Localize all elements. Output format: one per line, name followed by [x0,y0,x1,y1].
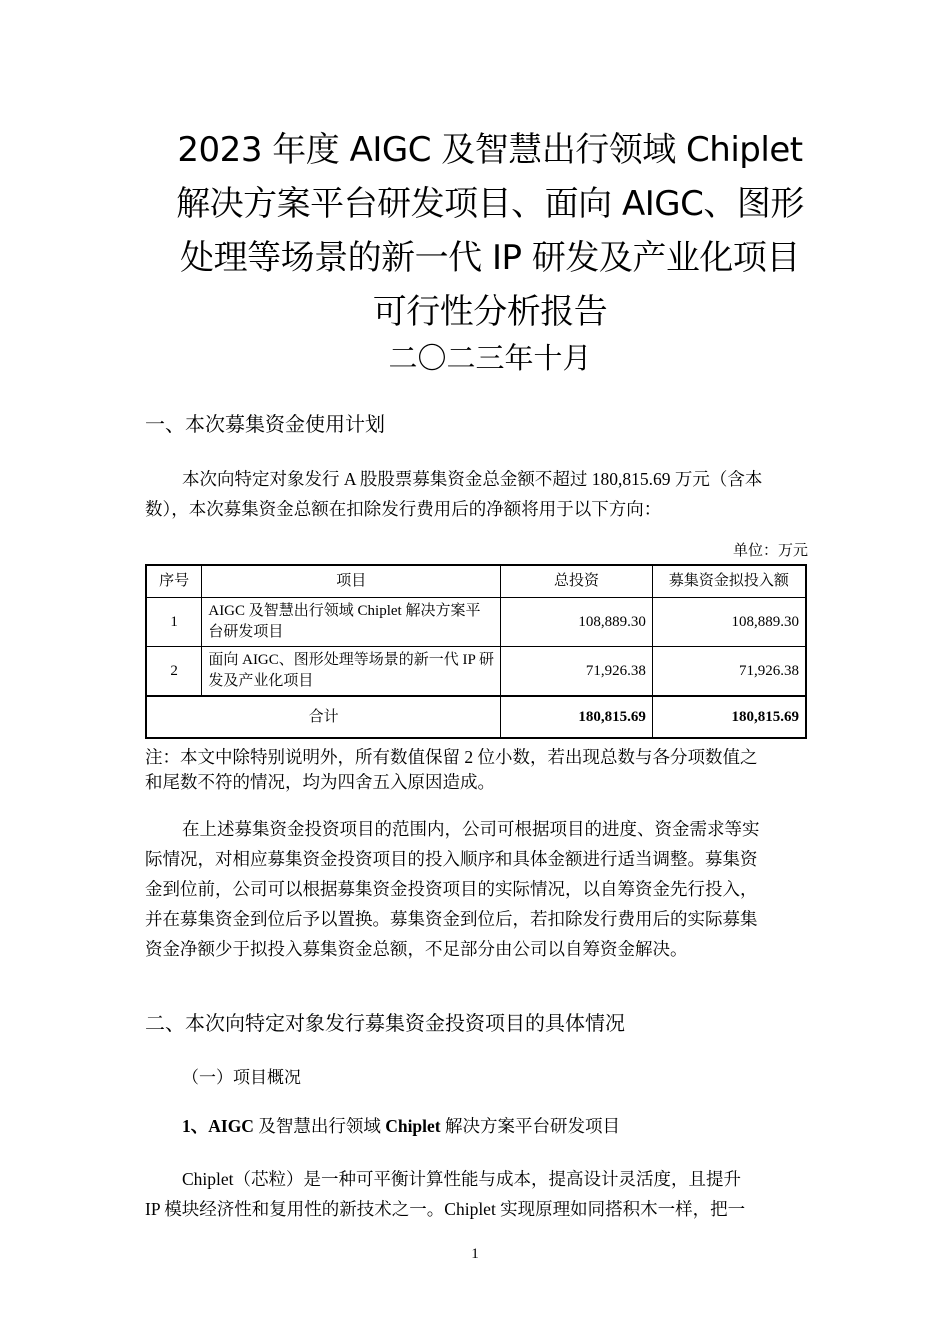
title-line: 2023 年度 AIGC 及智慧出行领域 Chiplet [177,130,803,170]
paragraph-line: 金到位前，公司可以根据募集资金投资项目的实际情况，以自筹资金先行投入， [145,879,758,899]
raised-funds-sum: 180,815.69 [652,696,806,738]
unit-label: 单位：万元 [732,543,808,559]
paragraph-line: 际情况，对相应募集资金投资项目的投入顺序和具体金额进行适当调整。募集资 [145,849,758,869]
row-total-investment: 108,889.30 [501,598,653,647]
row-total-investment: 71,926.38 [501,647,653,697]
item-1-heading [182,1113,620,1139]
row-raised-funds: 71,926.38 [652,647,806,697]
page-number: 1 [471,1246,479,1262]
header-project: 项目 [202,565,501,598]
fund-allocation-table [145,564,807,739]
row-project-name: 面向 AIGC、图形处理等场景的新一代 IP 研发及产业化项目 [202,647,501,697]
row-project-name: AIGC 及智慧出行领域 Chiplet 解决方案平台研发项目 [202,598,501,647]
item-heading-rest: 解决方案平台研发项目 [440,1116,621,1136]
paragraph-line: 本次向特定对象发行 A 股股票募集资金总金额不超过 180,815.69 万元（含本 [182,469,763,489]
title-line: 处理等场景的新一代 IP 研发及产业化项目 [180,238,800,278]
row-seq: 2 [146,647,202,697]
paragraph-line: 在上述募集资金投资项目的范围内，公司可根据项目的进度、资金需求等实 [182,819,760,839]
section-2-heading: 二、本次向特定对象发行募集资金投资项目的具体情况 [145,1011,625,1035]
table-total-row [146,696,806,738]
section-1-intro [145,464,813,524]
section-2-chiplet-paragraph [145,1164,813,1224]
header-total-investment: 总投资 [501,565,653,598]
total-investment-sum: 180,815.69 [501,696,653,738]
table-note [145,745,825,795]
paragraph-line: 数），本次募集资金总额在扣除发行费用后的净额将用于以下方向： [145,499,662,519]
note-line: 和尾数不符的情况，均为四舍五入原因造成。 [145,772,495,792]
row-seq: 1 [146,598,202,647]
section-1-adjustment-paragraph [145,814,813,964]
report-date: 二〇二三年十月 [388,341,592,375]
title-line: 解决方案平台研发项目、面向 AIGC、图形 [176,184,804,224]
section-1-heading: 一、本次募集资金使用计划 [145,412,385,436]
row-raised-funds: 108,889.30 [652,598,806,647]
table-row [146,647,806,697]
item-heading-mid: 及智慧出行领域 [253,1116,386,1136]
paragraph-line: IP 模块经济性和复用性的新技术之一。Chiplet 实现原理如同搭积木一样，把一 [145,1199,746,1219]
title-line: 可行性分析报告 [372,292,608,332]
item-heading-bold2: Chiplet [385,1116,441,1136]
paragraph-line: Chiplet（芯粒）是一种可平衡计算性能与成本，提高设计灵活度，且提升 [182,1169,742,1189]
table-row [146,598,806,647]
note-line: 注：本文中除特别说明外，所有数值保留 2 位小数，若出现总数与各分项数值之 [145,747,758,767]
table-header-row [146,565,806,598]
total-label: 合计 [146,696,501,738]
report-title [120,123,860,339]
header-raised-funds: 募集资金拟投入额 [652,565,806,598]
item-heading-bold: 1、AIGC [182,1116,254,1136]
paragraph-line: 并在募集资金到位后予以置换。募集资金到位后，若扣除发行费用后的实际募集 [145,909,758,929]
paragraph-line: 资金净额少于拟投入募集资金总额，不足部分由公司以自筹资金解决。 [145,939,688,959]
section-2-subheading: （一）项目概况 [182,1068,301,1088]
header-seq: 序号 [146,565,202,598]
